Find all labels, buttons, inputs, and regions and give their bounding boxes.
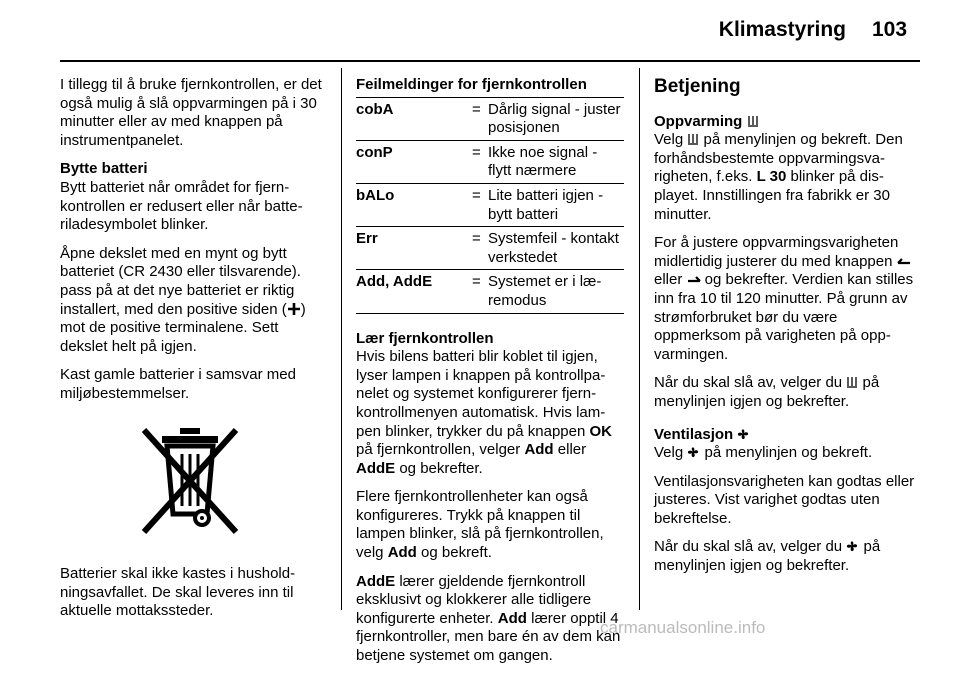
watermark: carmanualsonline.info	[600, 618, 766, 637]
ventilation-off-paragraph: Når du skal slå av, velger du på menylinjen igjen og bekrefter.	[654, 538, 881, 575]
table-row: Err = Systemfeil - kontakt verkstedet	[356, 227, 624, 270]
duration-paragraph: For å justere oppvarmingsvarigheten midlertidig justerer du med knappen eller og bekrefter. Verdien kan stilles inn fra 10 til 120 minutter. På grunn av strømforbruket bør du være oppmerksom på varigheten på oppvarmingen.	[654, 234, 914, 363]
table-row: conP = Ikke noe signal - flytt nærmere	[356, 141, 624, 184]
column-1	[60, 76, 326, 631]
learn-heading: Lær fjernkontrollen	[356, 329, 494, 347]
fan-icon	[737, 428, 750, 441]
column-2	[356, 76, 624, 676]
header-title: Klimastyring	[718, 18, 846, 41]
heating-icon	[747, 114, 759, 128]
battery-heading: Bytte batteri	[60, 160, 148, 178]
disposal-note: Batterier skal ikke kastes i husholdningsavfallet. De skal leveres inn til aktuelle mottakssteder.	[60, 565, 296, 620]
errors-heading: Feilmeldinger for fjernkontrollen	[356, 76, 587, 93]
page-number: 103	[872, 18, 908, 41]
column-separator	[639, 68, 640, 610]
ventilation-paragraph: Velg på menylinjen og bekreft.	[654, 444, 873, 462]
heating-paragraph: Velg på menylinjen og bekreft. Den forhåndsbestemte oppvarmingsvarigheten, f.eks. L 30 blinker på displayet. Innstillingen fra fabrikk er 30 minutter.	[654, 131, 903, 223]
table-row: Add, AddE = Systemet er i læremodus	[356, 270, 624, 313]
heating-heading: Oppvarming	[654, 113, 922, 132]
operation-heading: Betjening	[654, 76, 741, 97]
intro-paragraph: I tillegg til å bruke fjernkontrollen, er det også mulig å slå oppvarmingen på i 30 minutter eller av med knappen på instrumentpanelet.	[60, 76, 322, 149]
battery-paragraph: Bytt batteriet når området for fjernkontrollen er redusert eller når batteriladesymbolet blinker.	[60, 178, 303, 234]
error-table	[356, 97, 624, 314]
arrow-left-icon	[897, 258, 911, 268]
fan-icon	[687, 446, 700, 459]
heating-off-paragraph: Når du skal slå av, velger du på menylinjen igjen og bekrefter.	[654, 374, 880, 410]
crossed-bin-icon	[140, 426, 240, 536]
battery-instructions: Åpne dekslet med en mynt og bytt batteriet (CR 2430 eller tilsvarende). pass på at det nye batteriet er riktig installert, med den positive siden ( ) mot de positive terminalene. Sett dekslet helt på igjen.	[60, 244, 306, 355]
arrow-right-icon	[687, 276, 701, 286]
column-separator	[341, 68, 342, 610]
multi-remote-paragraph: Flere fjernkontrollenheter kan også konfigureres. Trykk på knappen til lampen blinker, slå på fjernkontrollen, velg Add og bekreft.	[356, 488, 604, 562]
table-row: bALo = Lite batteri igjen - bytt batteri	[356, 184, 624, 227]
adde-paragraph: AddE lærer gjeldende fjernkontroll eksklusivt og klokkerer alle tidligere konfigurerte enheter. Add lærer opptil 4 fjernkontroller, men bare én av dem kan betjene systemet om gangen.	[356, 572, 621, 665]
table-row: cobA = Dårlig signal - juster posisjonen	[356, 97, 624, 141]
disposal-paragraph: Kast gamle batterier i samsvar med miljøbestemmelser.	[60, 366, 296, 402]
fan-icon	[846, 540, 859, 553]
heating-icon	[846, 375, 858, 389]
ventilation-heading: Ventilasjon	[654, 426, 922, 445]
plus-icon	[287, 302, 301, 316]
header-rule	[60, 60, 920, 62]
column-3	[654, 76, 922, 586]
heating-icon	[687, 132, 699, 146]
ventilation-duration-paragraph: Ventilasjonsvarigheten kan godtas eller justeres. Vist varighet godtas uten bekreftelse.	[654, 472, 915, 527]
learn-paragraph: Hvis bilens batteri blir koblet til igjen, lyser lampen i knappen på kontrollpanelet og systemet konfigurerer fjernkontrollmenyen automatisk. Hvis lampen blinker, trykker du på knappen OK på fjernkontrollen, velger Add eller AddE og bekrefter.	[356, 348, 612, 477]
